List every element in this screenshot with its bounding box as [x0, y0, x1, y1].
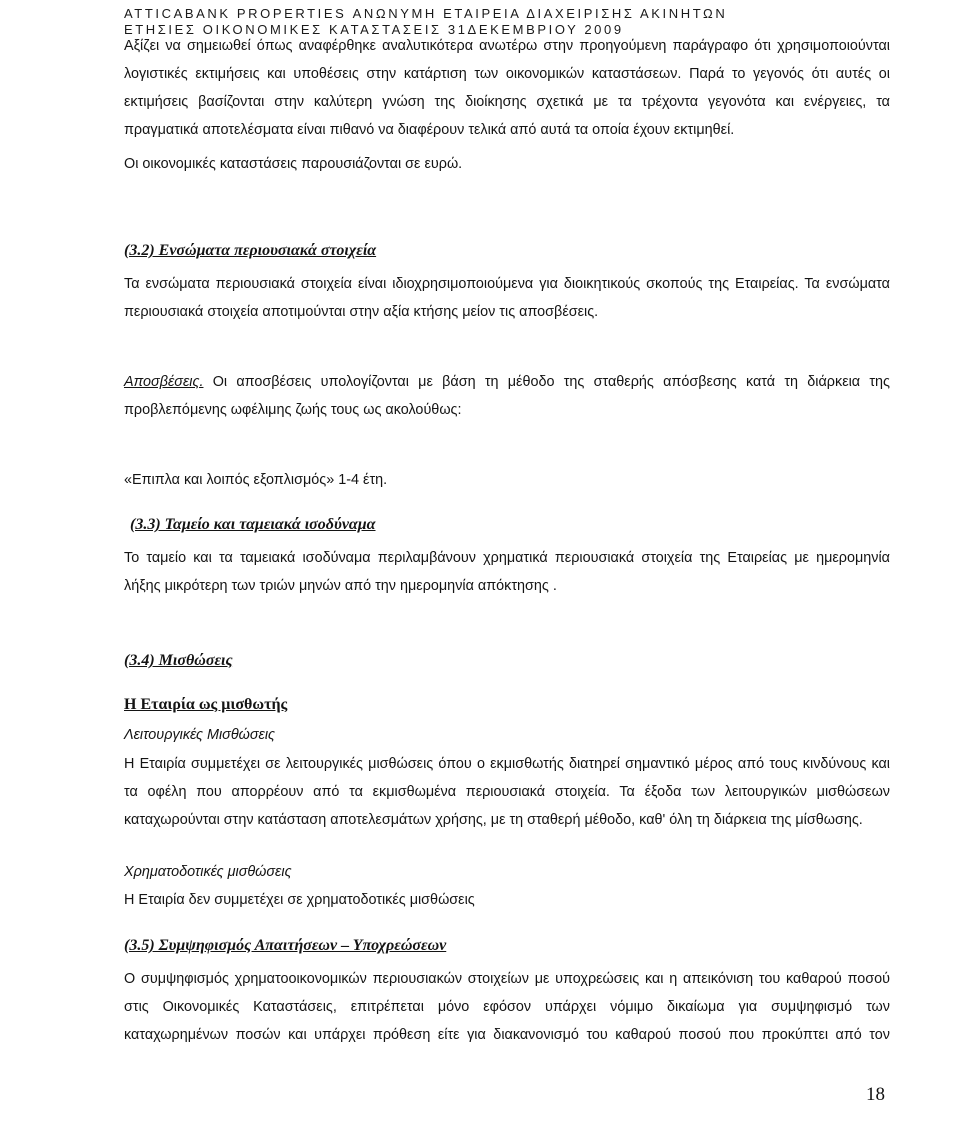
furniture-useful-life: «Επιπλα και λοιπός εξοπλισμός» 1-4 έτη.	[124, 472, 388, 488]
intro-line-2: λογιστικές εκτιμήσεις και υποθέσεις στην κατάρτιση των οικονομικών καταστάσεων. Παρά το γεγονός ότι αυτές οι	[124, 66, 890, 82]
intro-line-1: Αξίζει να σημειωθεί όπως αναφέρθηκε αναλυτικότερα ανωτέρω στην προηγούμενη παράγραφο ότι χρησιμοποιούνται	[124, 38, 890, 54]
intro-line-3: εκτιμήσεις βασίζονται στην καλύτερη γνώση της διοίκησης σχετικά με τα τρέχοντα γεγονότα και ενέργειες, τα	[124, 94, 890, 110]
depreciation-label: Αποσβέσεις.	[124, 374, 204, 390]
section-3-2-heading: (3.2) Ενσώματα περιουσιακά στοιχεία	[124, 242, 377, 259]
intro-line-4: πραγματικά αποτελέσματα είναι πιθανό να διαφέρουν τελικά από αυτά τα οποία έχουν εκτιμηθεί.	[124, 122, 735, 138]
currency-note: Οι οικονομικές καταστάσεις παρουσιάζονται σε ευρώ.	[124, 156, 463, 172]
cash-line-2: λήξης μικρότερη των τριών μηνών από την ημερομηνία απόκτησης .	[124, 578, 557, 594]
depreciation-line-2: προβλεπόμενης ωφέλιμης ζωής τους ως ακολούθως:	[124, 402, 462, 418]
finance-leases-label: Χρηματοδοτικές μισθώσεις	[124, 864, 292, 880]
operating-leases-line-2: τα οφέλη που απορρέουν από τα εκμισθωμένα περιουσιακά στοιχεία. Τα έξοδα των λειτουργικών μισθώσεων	[124, 784, 890, 800]
depreciation-line-1	[124, 374, 890, 390]
page-number: 18	[866, 1084, 885, 1105]
section-3-3-heading: (3.3) Ταμείο και ταμειακά ισοδύναμα	[130, 516, 376, 533]
offsetting-line-1: Ο συμψηφισμός χρηματοοικονομικών περιουσιακών στοιχείων με υποχρεώσεις και η απεικόνιση του καθαρού ποσού	[124, 971, 890, 987]
header-report-title: ΕΤΗΣΙΕΣ ΟΙΚΟΝΟΜΙΚΕΣ ΚΑΤΑΣΤΑΣΕΙΣ 31ΔΕΚΕΜΒΡΙΟΥ 2009	[124, 22, 624, 37]
finance-leases-text: Η Εταιρία δεν συμμετέχει σε χρηματοδοτικές μισθώσεις	[124, 892, 475, 908]
tangible-assets-line-2: περιουσιακά στοιχεία αποτιμούνται στην αξία κτήσης μείον τις αποσβέσεις.	[124, 304, 599, 320]
operating-leases-line-3: καταχωρούνται στην κατάσταση αποτελεσμάτων χρήσης, με τη σταθερή μέθοδο, καθ' όλη τη διάρκεια της μίσθωσης.	[124, 812, 863, 828]
offsetting-line-3: καταχωρημένων ποσών και υπάρχει πρόθεση είτε για διακανονισμό του καθαρού ποσού που προκύπτει από τον	[124, 1027, 890, 1043]
header-company: ATTICABANK PROPERTIES ΑΝΩΝΥΜΗ ΕΤΑΙΡΕΙΑ ΔΙΑΧΕΙΡΙΣΗΣ ΑΚΙΝΗΤΩΝ	[124, 6, 728, 21]
cash-line-1: Το ταμείο και τα ταμειακά ισοδύναμα περιλαμβάνουν χρηματικά περιουσιακά στοιχεία της Εταιρείας με ημερομηνία	[124, 550, 890, 566]
section-3-4-heading: (3.4) Μισθώσεις	[124, 652, 233, 669]
operating-leases-label: Λειτουργικές Μισθώσεις	[124, 727, 276, 743]
depreciation-text: Οι αποσβέσεις υπολογίζονται με βάση τη μέθοδο της σταθερής απόσβεσης κατά τη διάρκεια της	[203, 374, 890, 390]
lessee-subheading: Η Εταιρία ως μισθωτής	[124, 696, 288, 713]
tangible-assets-line-1: Τα ενσώματα περιουσιακά στοιχεία είναι ιδιοχρησιμοποιούμενα για διοικητικούς σκοπούς της Εταιρείας. Τα ενσώματα	[124, 276, 890, 292]
offsetting-line-2: στις Οικονομικές Καταστάσεις, επιτρέπεται μόνο εφόσον υπάρχει νόμιμο δικαίωμα για συμψηφισμό των	[124, 999, 890, 1015]
operating-leases-line-1: Η Εταιρία συμμετέχει σε λειτουργικές μισθώσεις όπου ο εκμισθωτής διατηρεί σημαντικό μέρος από τους κινδύνους και	[124, 756, 890, 772]
section-3-5-heading: (3.5) Συμψηφισμός Απαιτήσεων – Υποχρεώσεων	[124, 937, 447, 954]
